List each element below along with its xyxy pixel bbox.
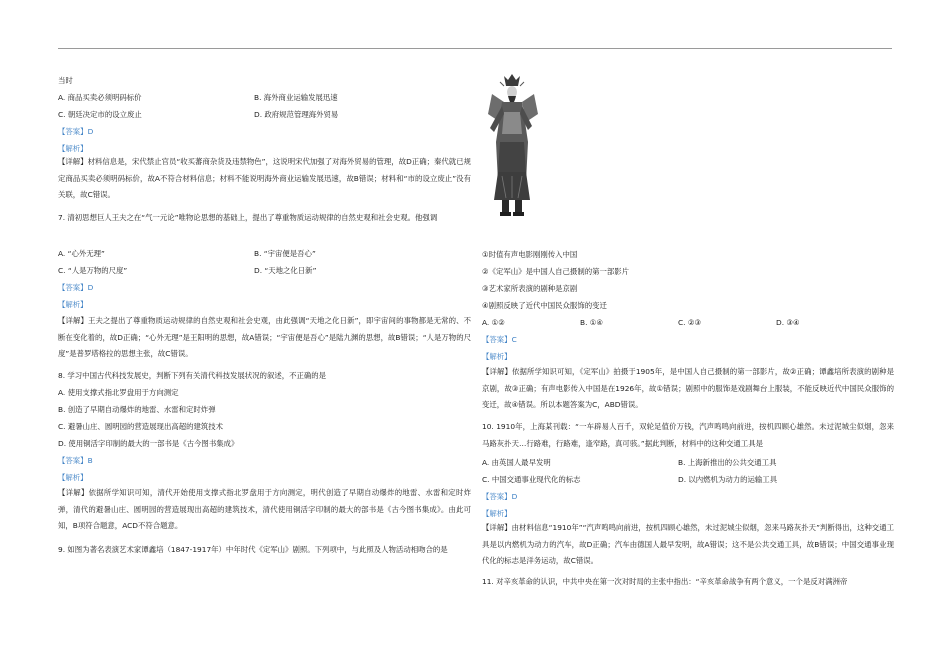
q8-option-d: D. 使用铜活字印制的最大的一部书是《古今图书集成》 (58, 439, 239, 448)
q8-option-c: C. 避暑山庄、圆明园的营造展现出高超的建筑技术 (58, 422, 224, 431)
q11-stem: 11. 对辛亥革命的认识，中共中央在第一次对时局的主张中指出：“辛亥革命战争有两个意义，一个是反对满洲帝 (482, 577, 848, 586)
q8-analysis-label: 【解析】 (58, 473, 88, 482)
q9-option-c: C. ②③ (678, 318, 702, 327)
q10-stem: 10. 1910年，上海某刊载：“一车辟易人百千，双轮足值价万钱，汽声鸣鸣向前进，按机四顾心雄然。未过泥城尘似烟，忽来马路灰扑天…行路难，行路难，逢窄路，真可骇。”据此判断，材料中的这种交通工具是 (482, 422, 894, 448)
q10-option-a: A. 由英国人最早发明 (482, 458, 551, 467)
q6-option-a: A. 商品买卖必须明码标价 (58, 93, 142, 102)
q8-detail: 【详解】依据所学知识可知，清代开始使用支撑式指北罗盘用于方向测定，明代创造了早期自动爆炸的地雷、水雷和定时炸弹，清代的避暑山庄、圆明园的营造展现出高超的建筑技术，清代使用铜活字印制的最大的部书是《古今图书集成》。由此可知，B项符合题意，ACD不符合题意。 (58, 488, 471, 530)
q9-item-1: ①时值有声电影刚刚传入中国 (482, 250, 578, 259)
opera-figure-photo (482, 72, 544, 220)
q7-option-c: C. “人是万物的尺度” (58, 266, 128, 275)
q9-item-2: ②《定军山》是中国人自己摄制的第一部影片 (482, 267, 630, 276)
q9-detail: 【详解】依据所学知识可知，《定军山》拍摄于1905年，是中国人自己摄制的第一部影片，故②正确；谭鑫培所表演的剧种是京剧，故③正确；有声电影传入中国是在1926年，故①错误；剧照中的服饰是戏剧舞台上服装，不能反映近代中国民众服饰的变迁，故④错误。所以本题答案为C，ABD错误。 (482, 367, 894, 409)
q6-stem-tail: 当时 (58, 76, 73, 85)
q10-answer: 【答案】D (482, 492, 518, 501)
q8-answer: 【答案】B (58, 456, 93, 465)
q10-option-b: B. 上海新推出的公共交通工具 (678, 458, 777, 467)
q9-item-4: ④剧照反映了近代中国民众服饰的变迁 (482, 301, 607, 310)
header-rule (58, 48, 892, 49)
q10-analysis-label: 【解析】 (482, 509, 512, 518)
q6-answer: 【答案】D (58, 127, 94, 136)
q9-option-b: B. ①④ (580, 318, 604, 327)
q8-option-a: A. 使用支撑式指北罗盘用于方向测定 (58, 388, 179, 397)
q9-option-a: A. ①② (482, 318, 505, 327)
q7-option-a: A. “心外无理” (58, 249, 105, 258)
q9-item-3: ③艺术家所表演的剧种是京剧 (482, 284, 578, 293)
q8-option-b: B. 创造了早期自动爆炸的地雷、水雷和定时炸弹 (58, 405, 216, 414)
q6-option-b: B. 海外商业运输发展迅速 (254, 93, 338, 102)
q7-answer: 【答案】D (58, 283, 94, 292)
q9-stem: 9. 如图为著名表演艺术家谭鑫培（1847-1917年）中年时代《定军山》剧照。下列项中，与此照及人物活动相吻合的是 (58, 545, 448, 554)
q6-detail: 【详解】材料信息是，宋代禁止官员“收买蕃商杂货及违禁物色”，这说明宋代加强了对海外贸易的管理，故D正确；秦代就已规定商品买卖必须明码标价，故A不符合材料信息；材料不能说明海外商业运输发展迅速，故B错误；材料和“市的设立废止”没有关联，故C错误。 (58, 157, 471, 199)
q7-stem: 7. 清初思想巨人王夫之在“气一元论”唯物论思想的基础上，提出了尊重物质运动规律的自然史观和社会史观。他强调 (58, 213, 438, 222)
q9-analysis-label: 【解析】 (482, 352, 512, 361)
q9-answer: 【答案】C (482, 335, 517, 344)
q10-option-c: C. 中国交通事业现代化的标志 (482, 475, 581, 484)
q10-detail: 【详解】由材料信息“1910年”“汽声鸣鸣向前进，按机四顾心雄然，未过泥城尘似烟，忽来马路灰扑天”判断得出，这种交通工具是以内燃机为动力的汽车，故D正确；汽车由德国人最早发明，故A错误；这不是公共交通工具，故B错误；中国交通事业现代化的标志是洋务运动，故C错误。 (482, 523, 894, 565)
q7-detail: 【详解】王夫之提出了尊重物质运动规律的自然史观和社会史观，由此强调“天地之化日新”，即宇宙间的事物都是无常的、不断在变化着的，故D正确；“心外无理”是王阳明的思想，故A错误；“宇宙便是吾心”是陆九渊的思想，故B错误；“人是万物的尺度”是普罗塔格拉的思想主张，故C错误。 (58, 316, 471, 358)
q7-option-d: D. “天地之化日新” (254, 266, 317, 275)
q6-option-d: D. 政府规范管理海外贸易 (254, 110, 339, 119)
q6-analysis-label: 【解析】 (58, 144, 88, 153)
q9-option-d: D. ③④ (776, 318, 800, 327)
q7-analysis-label: 【解析】 (58, 300, 88, 309)
opera-figure-illustration (482, 72, 544, 220)
q10-option-d: D. 以内燃机为动力的运输工具 (678, 475, 778, 484)
q7-option-b: B. “宇宙便是吾心” (254, 249, 316, 258)
q6-option-c: C. 朝廷决定市的设立废止 (58, 110, 142, 119)
q8-stem: 8. 学习中国古代科技发展史，判断下列有关清代科技发展状况的叙述，不正确的是 (58, 371, 327, 380)
